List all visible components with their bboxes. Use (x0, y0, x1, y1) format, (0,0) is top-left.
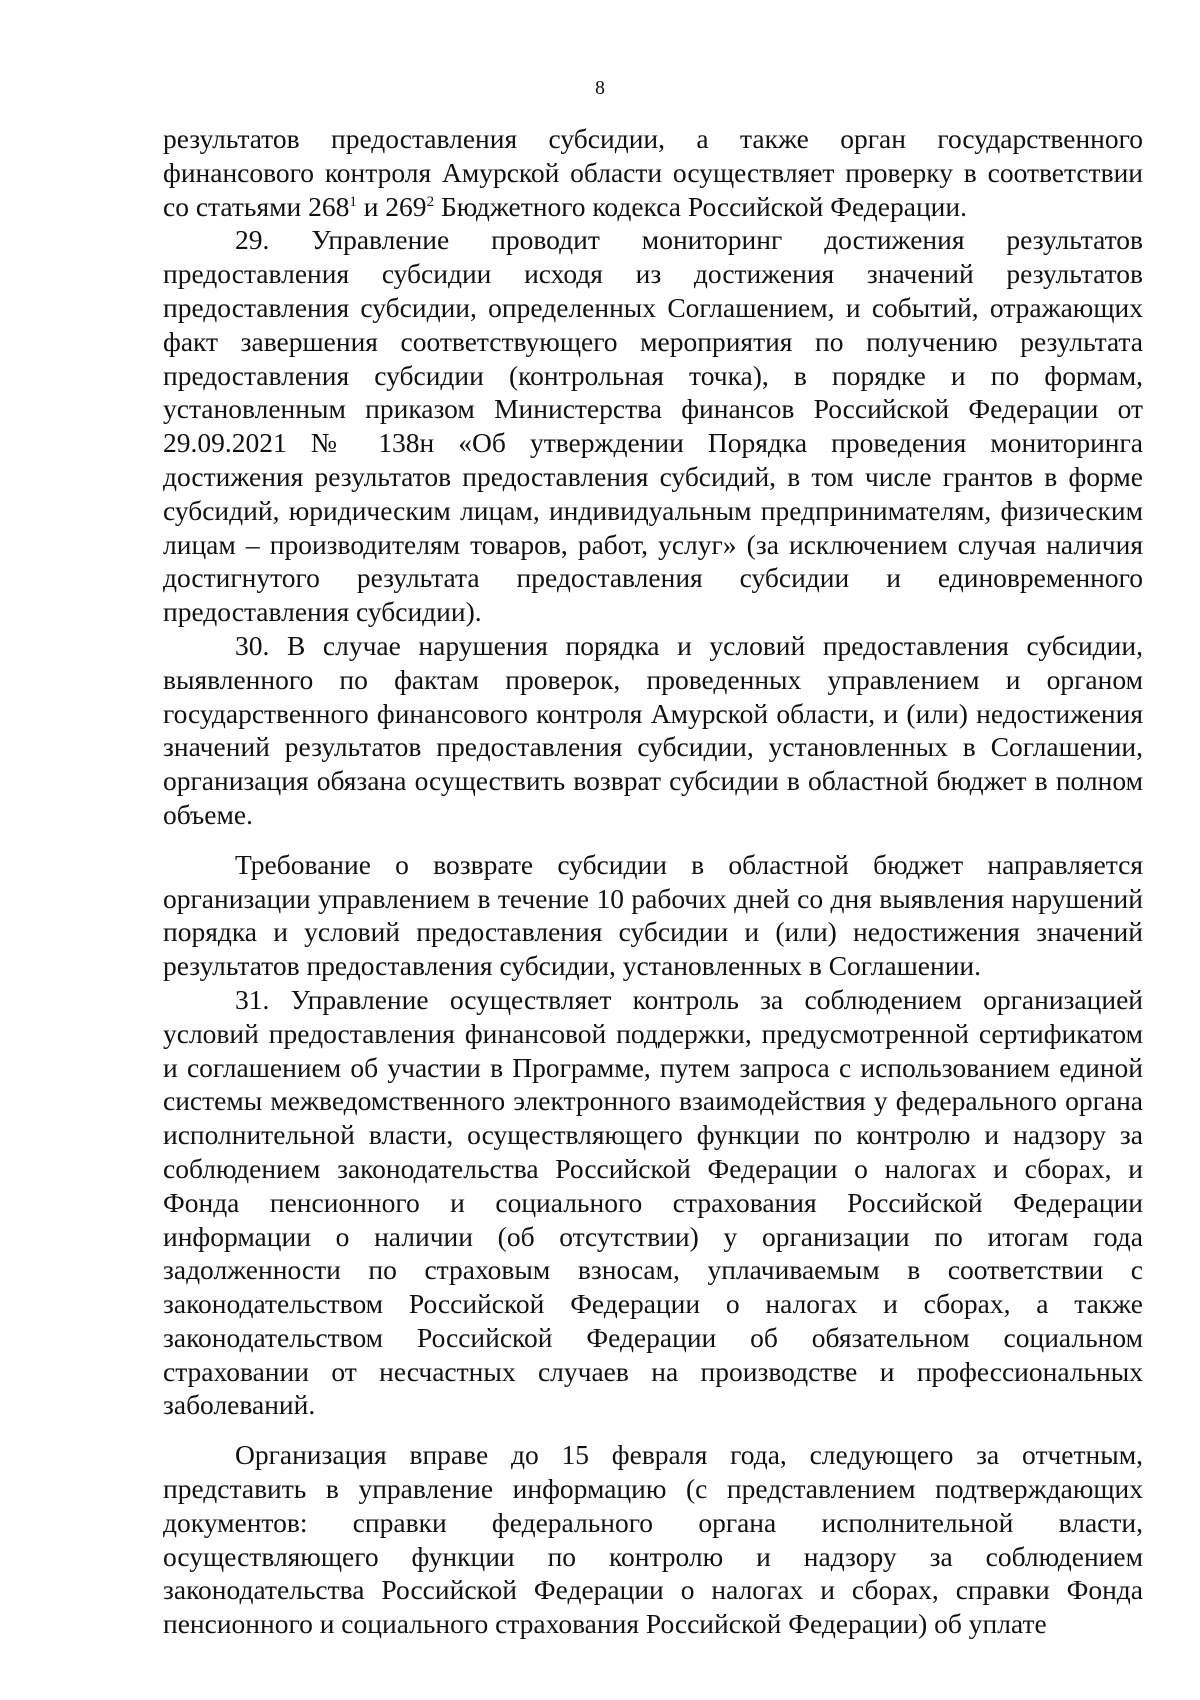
paragraph-31: 31. Управление осуществляет контроль за соблюдением организацией условий предоставления финансовой поддержки, предусмотренной сертификатом и соглашением об участии в Программе, путем запроса с использованием единой системы межведомственного электронного взаимодействия у федерального органа исполнительной власти, осуществляющего функции по контролю и надзору за соблюдением законодательства Российской Федерации о налогах и сборах, и Фонда пенсионного и социального страхования Российской Федерации информации о наличии (об отсутствии) у организации по итогам года задолженности по страховым взносам, уплачиваемым в соответствии с законодательством Российской Федерации о налогах и сборах, а также законодательством Российской Федерации об обязательном социальном страховании от несчастных случаев на производстве и профессиональных заболеваний. (163, 983, 1143, 1421)
paragraph-31-organization: Организация вправе до 15 февраля года, следующего за отчетным, представить в управление информацию (с представлением подтверждающих документов: справки федерального органа исполнительной власти, осуществляющего функции по контролю и надзору за соблюдением законодательства Российской Федерации о налогах и сборах, справки Фонда пенсионного и социального страхования Российской Федерации) об уплате (163, 1439, 1143, 1640)
superscript-1: 1 (349, 193, 357, 210)
paragraph-continuation (163, 122, 1143, 223)
paragraph-30: 30. В случае нарушения порядка и условий предоставления субсидии, выявленного по фактам проверок, проведенных управлением и органом государственного финансового контроля Амурской области, и (или) недостижения значений результатов предоставления субсидии, установленных в Соглашении, организация обязана осуществить возврат субсидии в областной бюджет в полном объеме. (163, 629, 1143, 830)
document-body (163, 122, 1143, 1641)
paragraph-30-requirement: Требование о возврате субсидии в областной бюджет направляется организации управлением в течение 10 рабочих дней со дня выявления нарушений порядка и условий предоставления субсидии и (или) недостижения значений результатов предоставления субсидии, установленных в Соглашении. (163, 848, 1143, 982)
paragraph-text: и 269 (356, 190, 427, 222)
superscript-2: 2 (426, 193, 435, 210)
paragraph-29: 29. Управление проводит мониторинг достижения результатов предоставления субсидии исходя из достижения значений результатов предоставления субсидии, определенных Соглашением, и событий, отражающих факт завершения соответствующего мероприятия по получению результата предоставления субсидии (контрольная точка), в порядке и по формам, установленным приказом Министерства финансов Российской Федерации от 29.09.2021 № 138н «Об утверждении Порядка проведения мониторинга достижения результатов предоставления субсидий, в том числе грантов в форме субсидий, юридическим лицам, индивидуальным предпринимателям, физическим лицам – производителям товаров, работ, услуг» (за исключением случая наличия достигнутого результата предоставления субсидии и единовременного предоставления субсидии). (163, 224, 1143, 628)
paragraph-text: Бюджетного кодекса Российской Федерации. (434, 190, 967, 222)
paragraph-text: результатов предоставления субсидии, а также орган государственного финансового контроля Амурской области осуществляет проверку в соответствии со статьями 268 (163, 123, 1143, 222)
page-number: 8 (595, 77, 605, 99)
